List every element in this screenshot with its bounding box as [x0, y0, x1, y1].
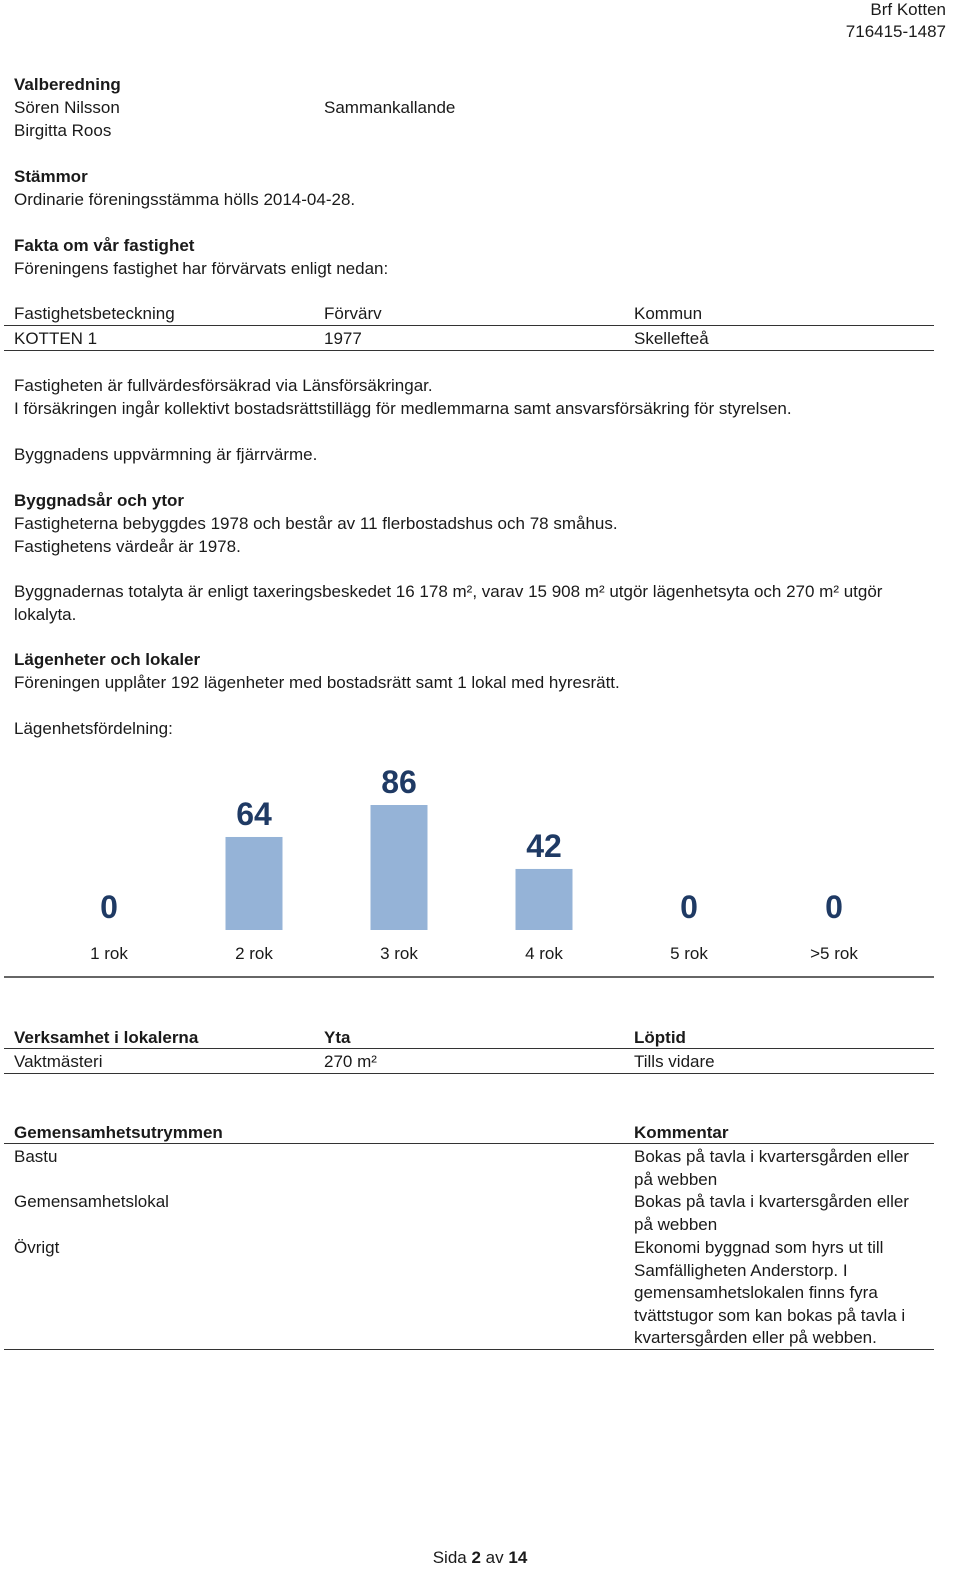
gemensam-comment: på webben [634, 1215, 718, 1234]
insurance-text: I försäkringen ingår kollektivt bostadsrättstillägg för medlemmarna samt ansvarsförsäkring för styrelsen. [14, 399, 792, 418]
page-total: 14 [508, 1548, 528, 1567]
fakta-intro: Föreningens fastighet har förvärvats enligt nedan: [14, 259, 389, 278]
page-number [0, 1546, 960, 1569]
table-bottom-divider [4, 1349, 934, 1350]
category-label: 2 rok [235, 944, 273, 963]
table-header-divider [4, 1048, 934, 1049]
data-label: 0 [100, 889, 118, 925]
fakta-heading: Fakta om vår fastighet [14, 236, 195, 255]
table-bottom-divider [4, 350, 934, 351]
category-label: 4 rok [525, 944, 563, 963]
valberedning-member-name: Birgitta Roos [14, 121, 112, 140]
apartment-distribution-chart [0, 740, 960, 980]
gemensam-comment: Bokas på tavla i kvartersgården eller [634, 1192, 909, 1211]
fastighet-column-header: Fastighetsbeteckning [14, 304, 175, 323]
gemensam-name: Gemensamhetslokal [14, 1192, 169, 1211]
bar-2-rok [226, 837, 283, 930]
area-text: lokalyta. [14, 605, 77, 624]
valberedning-member-name: Sören Nilsson [14, 98, 120, 117]
gemensam-name: Bastu [14, 1147, 58, 1166]
gemensam-comment: tvättstugor som kan bokas på tavla i [634, 1306, 906, 1325]
fastighet-cell: Skellefteå [634, 329, 709, 348]
byggnadsar-heading: Byggnadsår och ytor [14, 491, 185, 510]
verksamhet-column-header: Verksamhet i lokalerna [14, 1028, 199, 1047]
valberedning-heading: Valberedning [14, 75, 121, 94]
fastighet-cell: 1977 [324, 329, 362, 348]
insurance-text: Fastigheten är fullvärdesförsäkrad via Länsförsäkringar. [14, 376, 433, 395]
category-label: 3 rok [380, 944, 418, 963]
data-label: 86 [381, 764, 417, 800]
org-name: Brf Kotten [870, 0, 946, 19]
fastighet-cell: KOTTEN 1 [14, 329, 98, 348]
stammor-text: Ordinarie föreningsstämma hölls 2014-04-28. [14, 190, 356, 209]
page-sep: av [485, 1548, 504, 1567]
page-prefix: Sida [432, 1548, 467, 1567]
table-header-divider [4, 325, 934, 326]
verksamhet-cell: 270 m² [324, 1052, 377, 1071]
valberedning-member-role: Sammankallande [324, 98, 456, 117]
gemensam-column-header: Kommentar [634, 1123, 729, 1142]
category-label: 5 rok [670, 944, 708, 963]
org-number: 716415-1487 [845, 22, 946, 41]
gemensam-name: Övrigt [14, 1238, 60, 1257]
verksamhet-cell: Vaktmästeri [14, 1052, 103, 1071]
gemensam-comment: Samfälligheten Anderstorp. I [634, 1261, 848, 1280]
lagenheter-heading: Lägenheter och lokaler [14, 650, 201, 669]
stammor-heading: Stämmor [14, 167, 88, 186]
gemensam-comment: Bokas på tavla i kvartersgården eller [634, 1147, 909, 1166]
gemensam-comment: gemensamhetslokalen finns fyra [634, 1283, 878, 1302]
verksamhet-cell: Tills vidare [634, 1052, 715, 1071]
area-text: Byggnadernas totalyta är enligt taxeringsbeskedet 16 178 m², varav 15 908 m² utgör lägenhetsyta och 270 m² utgör [14, 582, 883, 601]
gemensam-column-header: Gemensamhetsutrymmen [14, 1123, 223, 1142]
page-current: 2 [471, 1548, 481, 1567]
heating-text: Byggnadens uppvärmning är fjärrvärme. [14, 445, 318, 464]
chart-caption: Lägenhetsfördelning: [14, 719, 173, 738]
byggnadsar-text: Fastigheterna bebyggdes 1978 och består av 11 flerbostadshus och 78 småhus. [14, 514, 618, 533]
category-label: 1 rok [90, 944, 128, 963]
category-label: >5 rok [810, 944, 858, 963]
table-bottom-divider [4, 1073, 934, 1074]
verksamhet-column-header: Yta [324, 1028, 351, 1047]
data-label: 0 [680, 889, 698, 925]
lagenheter-text: Föreningen upplåter 192 lägenheter med bostadsrätt samt 1 lokal med hyresrätt. [14, 673, 620, 692]
bar-4-rok [516, 869, 573, 930]
verksamhet-column-header: Löptid [634, 1028, 686, 1047]
table-header-divider [4, 1143, 934, 1144]
bar-3-rok [371, 805, 428, 930]
data-label: 42 [526, 827, 562, 864]
gemensam-comment: Ekonomi byggnad som hyrs ut till [634, 1238, 884, 1257]
gemensam-comment: kvartersgården eller på webben. [634, 1328, 877, 1347]
gemensam-comment: på webben [634, 1170, 718, 1189]
data-label: 0 [825, 889, 843, 925]
data-label: 64 [236, 795, 272, 832]
byggnadsar-text: Fastighetens värdeår är 1978. [14, 537, 241, 556]
fastighet-column-header: Kommun [634, 304, 703, 323]
fastighet-column-header: Förvärv [324, 304, 382, 323]
